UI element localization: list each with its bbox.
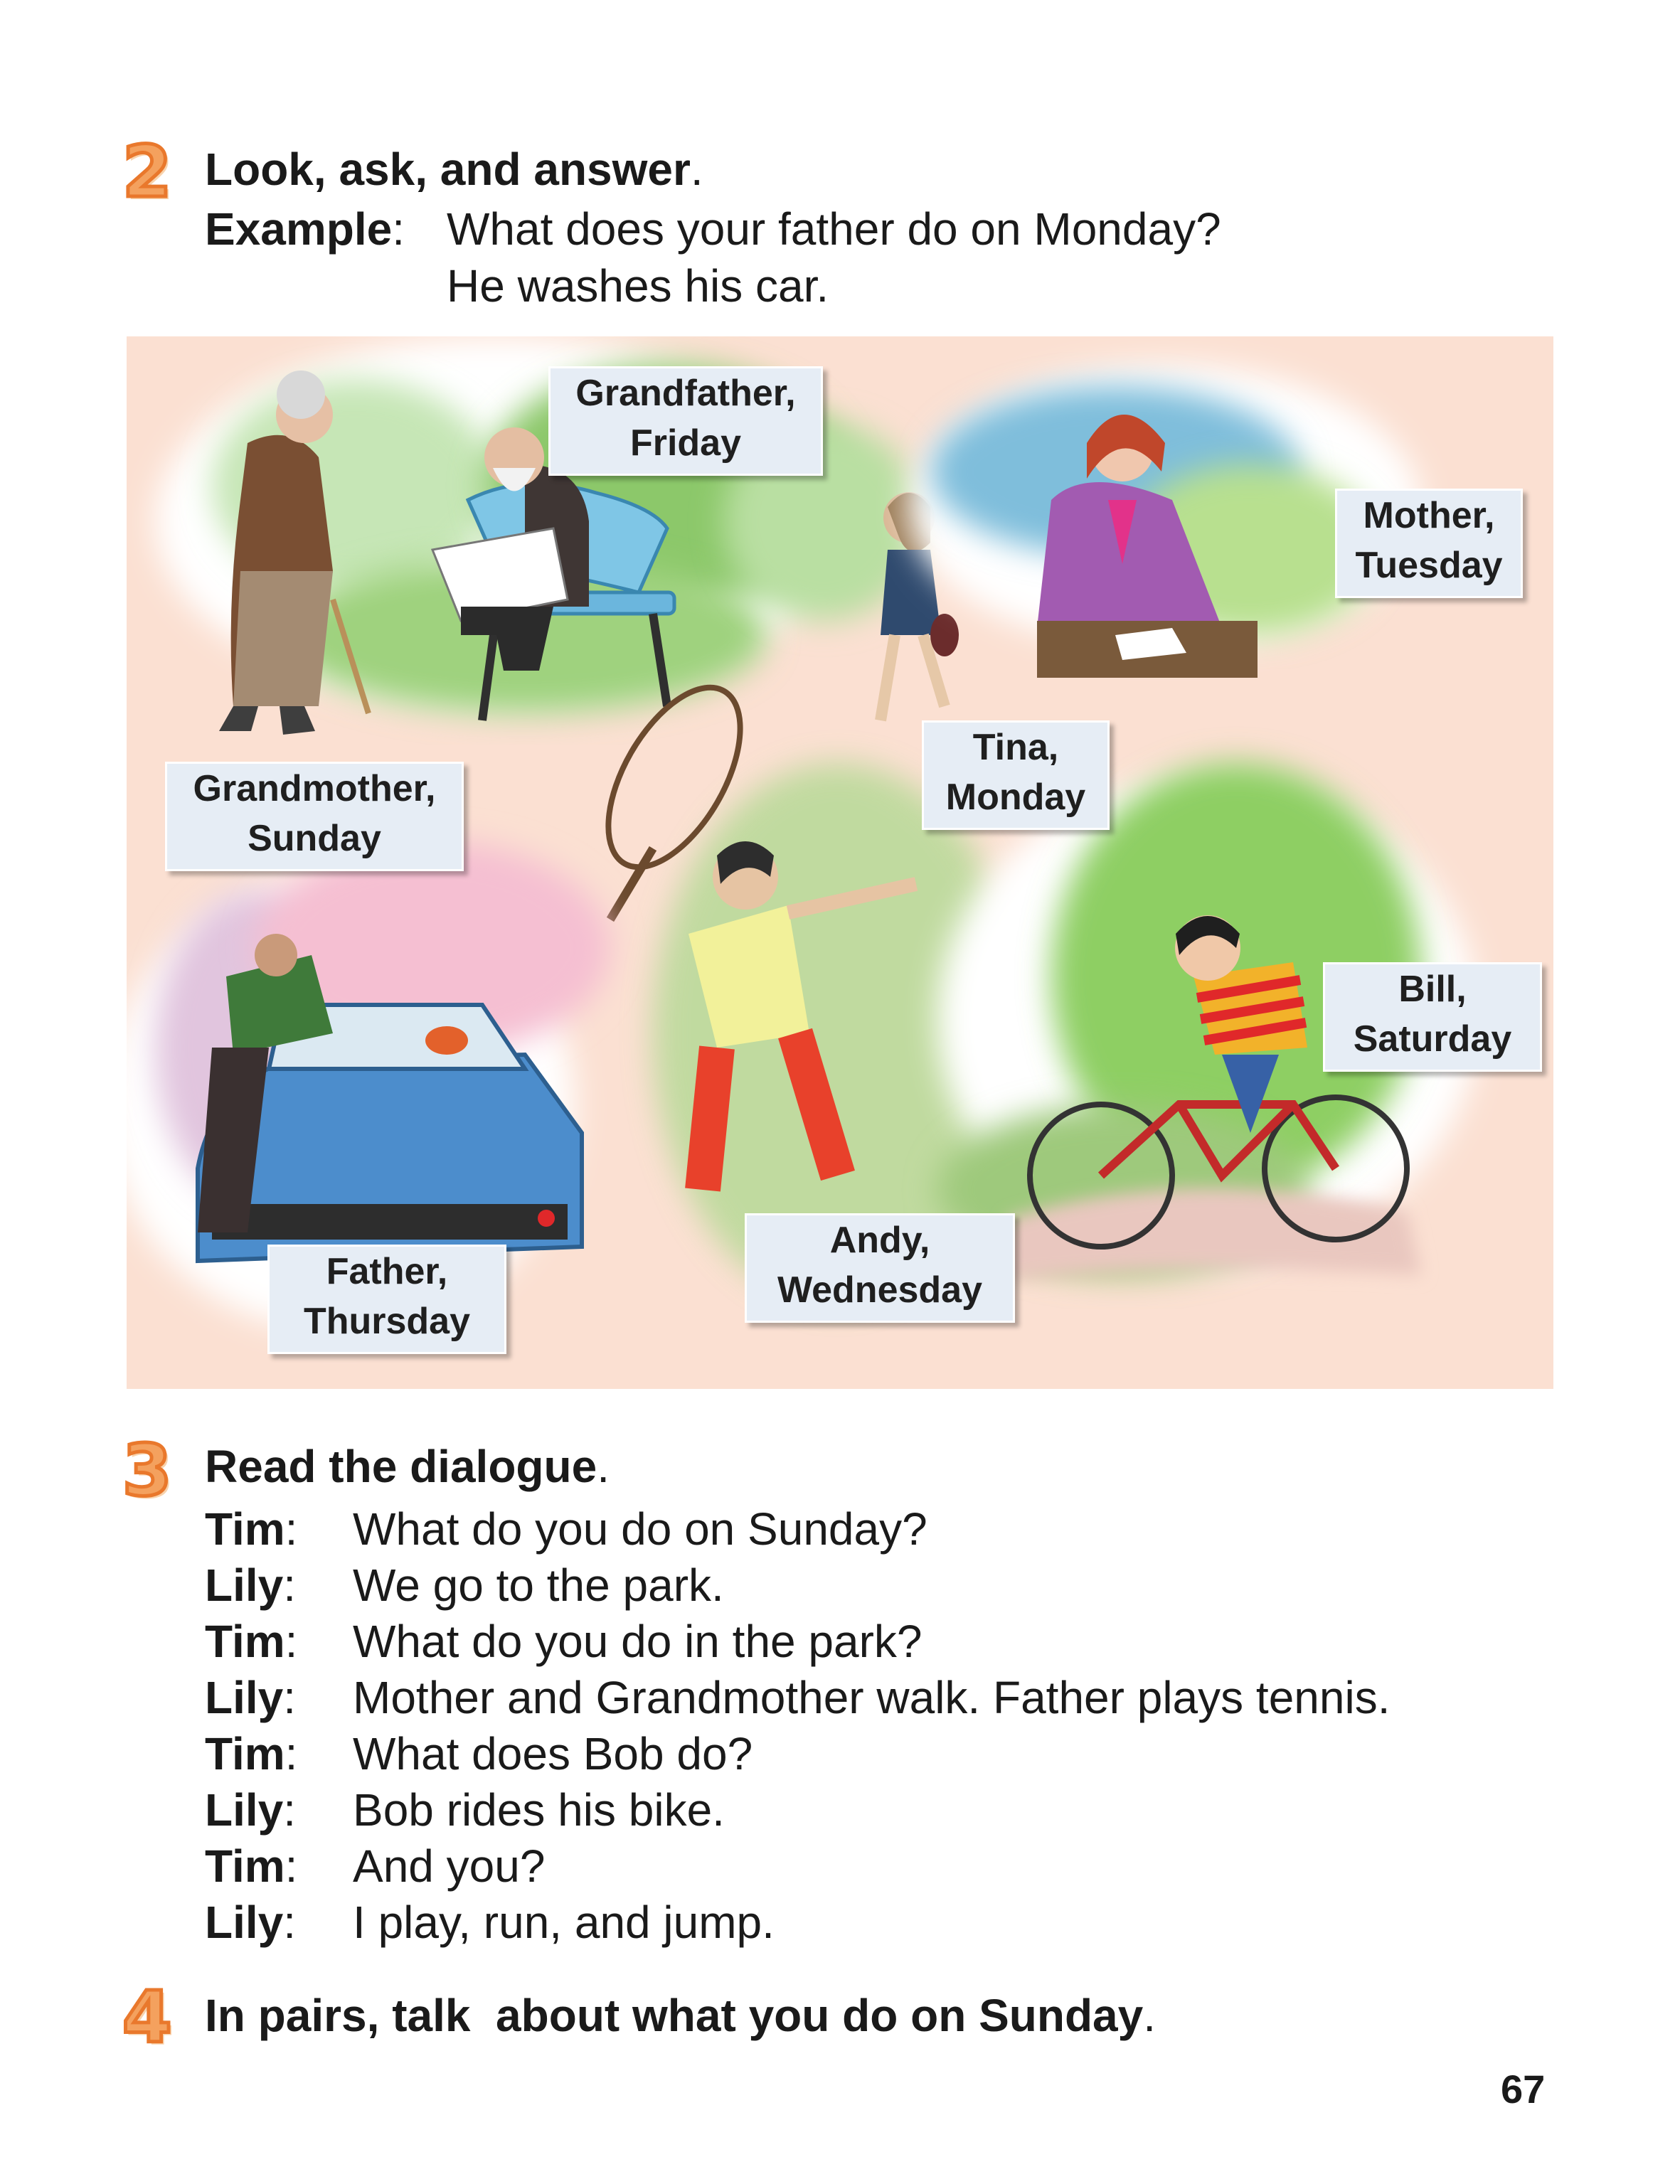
dialogue-line: Lily: [205, 1560, 297, 1611]
label-andy-day: Wednesday [777, 1269, 983, 1311]
dialogue-text: What do you do in the park? [353, 1616, 923, 1667]
exercise-number-2: 2 [122, 130, 172, 213]
label-father [267, 1245, 506, 1354]
exercise-3-instruction: Read the dialogue. [205, 1441, 610, 1492]
dialogue-line: Tim: [205, 1616, 298, 1667]
dialogue-line: Lily: [205, 1784, 297, 1836]
dialogue-text: What does Bob do? [353, 1728, 753, 1779]
label-grandfather-day: Friday [629, 422, 742, 464]
example-label: Example: [205, 203, 405, 255]
label-grandmother-day: Sunday [248, 818, 381, 859]
label-father-name: Father, [326, 1251, 448, 1292]
label-mother-day: Tuesday [1355, 545, 1503, 586]
dialogue-line: Tim: [205, 1841, 298, 1892]
label-father-day: Thursday [303, 1301, 471, 1342]
label-grandmother-name: Grandmother, [193, 768, 436, 809]
dialogue-text: I play, run, and jump. [353, 1897, 775, 1948]
label-tina-day: Monday [945, 777, 1086, 818]
example-answer: He washes his car. [447, 260, 829, 311]
exercise-number-3: 3 [122, 1429, 172, 1512]
label-andy-name: Andy, [829, 1220, 930, 1261]
dialogue-line: Tim: [205, 1728, 298, 1779]
label-grandmother [165, 762, 464, 871]
dialogue-line: Lily: [205, 1897, 297, 1948]
label-andy [745, 1213, 1015, 1323]
exercise-2-instruction: Look, ask, and answer. [205, 144, 703, 195]
example-question: What does your father do on Monday? [447, 203, 1221, 255]
dialogue-text: Mother and Grandmother walk. Father plays tennis. [353, 1672, 1391, 1723]
label-grandfather-name: Grandfather, [575, 373, 796, 414]
dialogue-text: Bob rides his bike. [353, 1784, 725, 1836]
exercise-4-instruction: In pairs, talk about what you do on Sunday. [205, 1990, 1156, 2041]
label-grandfather [548, 366, 823, 476]
dialogue-text: What do you do on Sunday? [353, 1503, 927, 1555]
label-bill-day: Saturday [1353, 1018, 1512, 1060]
label-mother [1335, 489, 1523, 598]
dialogue-line: Lily: [205, 1672, 297, 1723]
label-tina-name: Tina, [972, 727, 1059, 768]
dialogue-text: We go to the park. [353, 1560, 724, 1611]
dialogue-text: And you? [353, 1841, 546, 1892]
label-bill [1323, 962, 1542, 1072]
dialogue-line: Tim: [205, 1503, 298, 1555]
page-number: 67 [1501, 2067, 1546, 2111]
label-tina [922, 720, 1110, 830]
label-bill-name: Bill, [1398, 969, 1467, 1010]
exercise-number-4: 4 [122, 1976, 172, 2059]
label-mother-name: Mother, [1363, 495, 1495, 536]
